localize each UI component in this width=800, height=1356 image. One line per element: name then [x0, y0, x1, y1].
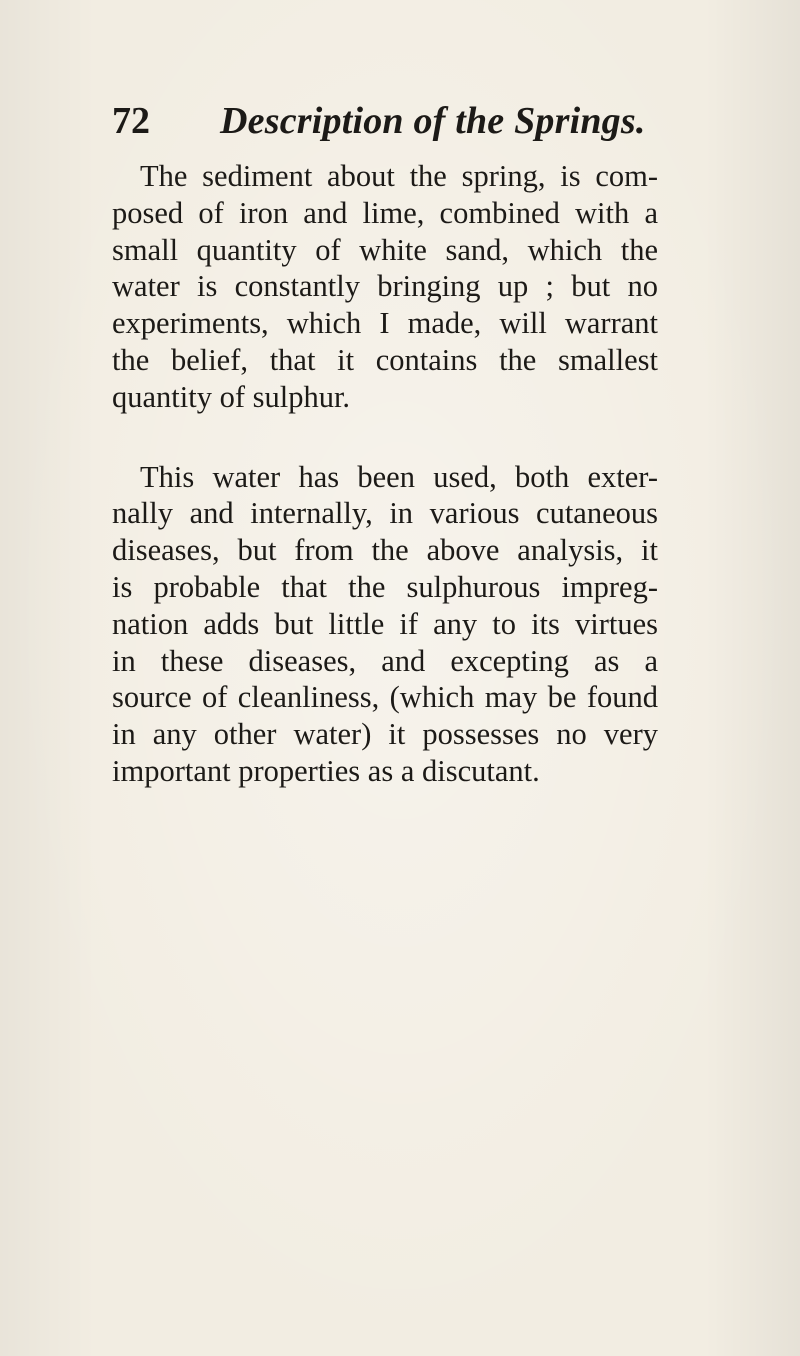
text-line: experiments, which I made, will warrant: [112, 306, 658, 341]
text-line: quantity of sulphur.: [112, 379, 351, 414]
paragraph-2: [112, 459, 658, 790]
text-line: This water has been used, both exter-: [140, 459, 658, 494]
text-line: nally and internally, in various cutaneous: [112, 496, 658, 531]
text-line: The sediment about the spring, is com-: [140, 159, 658, 193]
text-line: nation adds but little if any to its virtues: [112, 606, 658, 641]
paragraph-1: [112, 158, 658, 416]
page-number: 72: [112, 100, 150, 142]
text-line: important properties as a discutant.: [112, 753, 540, 788]
paragraph-gap: [112, 416, 658, 459]
text-line: posed of iron and lime, combined with a: [112, 195, 658, 230]
running-title: Description of the Springs.: [220, 100, 646, 142]
body-text: [112, 158, 658, 790]
text-line: diseases, but from the above analysis, it: [112, 533, 658, 568]
text-line: in any other water) it possesses no very: [112, 717, 658, 752]
text-line: is probable that the sulphurous impreg-: [112, 569, 658, 604]
text-line: source of cleanliness, (which may be found: [112, 680, 658, 715]
text-line: in these diseases, and excepting as a: [112, 643, 658, 678]
text-line: water is constantly bringing up ; but no: [112, 269, 658, 304]
running-head: [112, 95, 672, 147]
text-line: small quantity of white sand, which the: [112, 232, 658, 267]
text-line: the belief, that it contains the smallest: [112, 342, 658, 377]
